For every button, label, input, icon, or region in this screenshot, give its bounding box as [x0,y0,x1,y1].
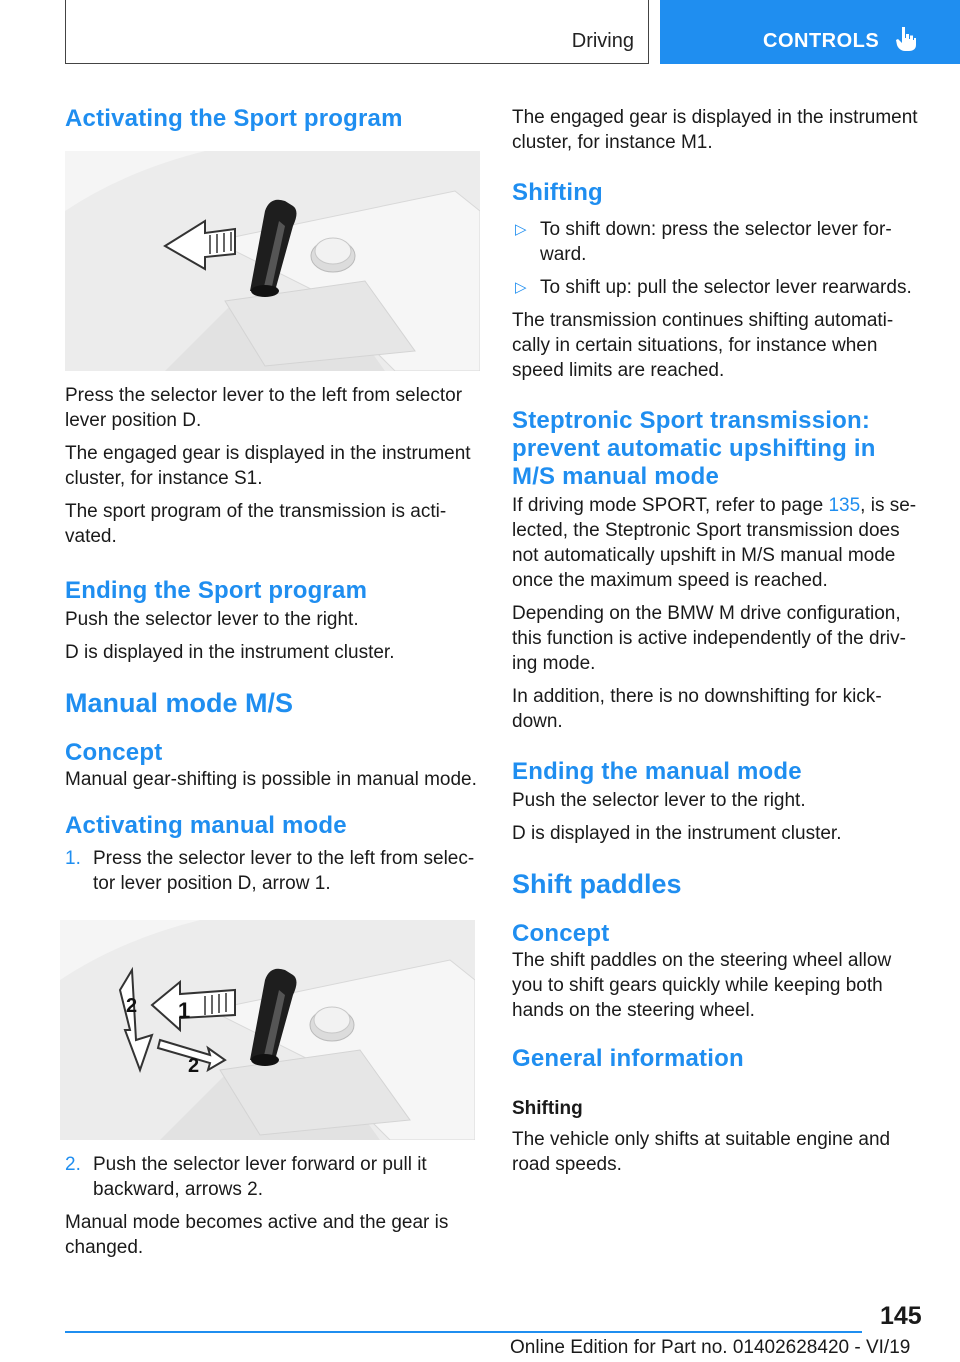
figure-label-1: 1 [178,998,191,1023]
triangle-bullet-icon: ▷ [515,279,527,296]
bullet-text: To shift down: press the selector lever forward. [540,219,892,265]
text-press-left: Press the selector lever to the left from selector lever position D. [65,385,463,431]
list-item-shift-up [512,275,924,300]
text-paddles-concept: The shift paddles on the steering wheel allow you to shift gears quickly while keeping both hands on the steering wheel. [512,950,892,1021]
header-section-title: Driving [571,30,634,52]
left-column [65,100,480,1260]
subheading-shifting: Shifting [512,1098,583,1119]
figure-selector-lever-sport [65,151,480,371]
text-bmw-m-drive: Depending on the BMW M drive configuration, this function is active independently of the driving mode. [512,603,906,674]
text-driving-mode-sport [512,493,924,593]
heading-ending-sport: Ending the Sport program [65,577,368,604]
text-fragment: , is selected, the Steptronic Sport transmission does not automatically upshift in M/S manual mode once the maximum speed is reached. [512,495,917,591]
heading-ending-manual: Ending the manual mode [512,758,802,785]
header-chapter-title: CONTROLS [763,30,880,52]
heading-manual-mode: Manual mode M/S [65,688,294,718]
step-number: 2. [65,1154,81,1175]
step-text: Push the selector lever forward or pull it backward, arrows 2. [93,1154,427,1200]
bullet-text: To shift up: pull the selector lever rearwards. [540,277,912,298]
heading-steptronic: Steptronic Sport transmission: prevent automatic upshifting in M/S manual mode [512,407,876,490]
text-no-kickdown: In addition, there is no downshifting for kickdown. [512,686,882,732]
header-section-box [65,0,649,64]
list-item-step-1 [65,846,480,896]
figure-label-2-top: 2 [126,995,138,1017]
text-push-right: Push the selector lever to the right. [512,790,806,811]
text-d-displayed: D is displayed in the instrument cluster. [65,642,395,663]
figure-label-2-bottom: 2 [188,1055,200,1077]
heading-shift-paddles: Shift paddles [512,869,682,899]
step-number: 1. [65,848,81,869]
heading-activating-sport: Activating the Sport program [65,105,403,132]
page-number: 145 [880,1302,922,1330]
figure-selector-lever-manual [60,920,475,1140]
text-continues-shifting: The transmission continues shifting automatically in certain situations, for instance when speed limits are reached. [512,310,894,381]
header-chapter-box [660,0,960,64]
footer-edition: Online Edition for Part no. 01402628420 - VI/19 [510,1337,911,1358]
text-manual-possible: Manual gear-shifting is possible in manual mode. [65,769,477,790]
text-suitable-speeds: The vehicle only shifts at suitable engine and road speeds. [512,1129,891,1175]
text-fragment: If driving mode SPORT, refer to page [512,495,829,516]
text-d-displayed: D is displayed in the instrument cluster. [512,823,842,844]
right-column [512,100,924,1177]
list-item-step-2 [65,1152,480,1202]
heading-concept: Concept [512,920,610,947]
text-engaged-gear-s1: The engaged gear is displayed in the instrument cluster, for instance S1. [65,443,471,489]
text-engaged-gear-m1: The engaged gear is displayed in the instrument cluster, for instance M1. [512,107,918,153]
heading-general-information: General information [512,1045,744,1072]
hand-pointer-icon [895,26,917,57]
triangle-bullet-icon: ▷ [515,221,527,238]
text-sport-activated: The sport program of the transmission is activated. [65,501,447,547]
list-item-shift-down [512,217,924,267]
text-push-right: Push the selector lever to the right. [65,609,359,630]
text-manual-active: Manual mode becomes active and the gear is changed. [65,1212,449,1258]
heading-activating-manual: Activating manual mode [65,812,347,839]
step-text: Press the selector lever to the left from selector lever position D, arrow 1. [93,848,475,894]
page-link[interactable]: 135 [828,495,861,516]
heading-shifting: Shifting [512,179,603,206]
heading-concept: Concept [65,739,163,766]
footer-divider [65,1331,862,1333]
